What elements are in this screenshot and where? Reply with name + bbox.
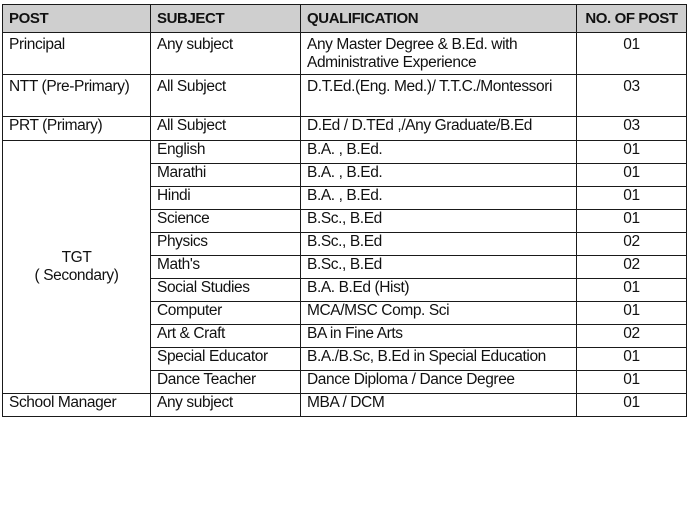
row-count: 03 (577, 117, 687, 141)
row-count: 02 (577, 325, 687, 348)
row-subject: Dance Teacher (151, 371, 301, 394)
row-post: PRT (Primary) (3, 117, 151, 141)
row-subject: Math's (151, 256, 301, 279)
row-qualification: MBA / DCM (301, 394, 577, 417)
row-subject: Social Studies (151, 279, 301, 302)
header-post: POST (3, 5, 151, 33)
row-post: NTT (Pre-Primary) (3, 75, 151, 117)
row-count: 01 (577, 394, 687, 417)
row-subject: All Subject (151, 117, 301, 141)
row-subject: Marathi (151, 164, 301, 187)
table-row (3, 75, 687, 117)
row-count: 01 (577, 302, 687, 325)
row-count: 01 (577, 371, 687, 394)
row-subject: Computer (151, 302, 301, 325)
tgt-post-subtitle: ( Secondary) (34, 267, 119, 284)
row-subject: English (151, 141, 301, 164)
row-qualification: B.A./B.Sc, B.Ed in Special Education (301, 348, 577, 371)
tgt-post-title: TGT (61, 249, 92, 266)
row-qualification: D.T.Ed.(Eng. Med.)/ T.T.C./Montessori (301, 75, 577, 117)
row-qualification: BA in Fine Arts (301, 325, 577, 348)
row-qualification: D.Ed / D.TEd ,/Any Graduate/B.Ed (301, 117, 577, 141)
row-subject: Any subject (151, 394, 301, 417)
row-subject: Physics (151, 233, 301, 256)
row-count: 01 (577, 210, 687, 233)
header-subject: SUBJECT (151, 5, 301, 33)
row-subject: Any subject (151, 33, 301, 75)
row-qualification: B.A. , B.Ed. (301, 164, 577, 187)
row-qualification: B.A. , B.Ed. (301, 141, 577, 164)
row-subject: Special Educator (151, 348, 301, 371)
row-count: 03 (577, 75, 687, 117)
table-row (3, 141, 687, 164)
row-count: 01 (577, 187, 687, 210)
row-qualification: B.Sc., B.Ed (301, 233, 577, 256)
table-row (3, 117, 687, 141)
row-qualification: B.Sc., B.Ed (301, 210, 577, 233)
row-qualification: B.A. B.Ed (Hist) (301, 279, 577, 302)
row-count: 02 (577, 256, 687, 279)
row-qualification: MCA/MSC Comp. Sci (301, 302, 577, 325)
row-count: 02 (577, 233, 687, 256)
row-subject: Hindi (151, 187, 301, 210)
table-row (3, 33, 687, 75)
row-qualification: Dance Diploma / Dance Degree (301, 371, 577, 394)
header-qualification: QUALIFICATION (301, 5, 577, 33)
row-qualification: B.A. , B.Ed. (301, 187, 577, 210)
row-subject: Art & Craft (151, 325, 301, 348)
row-qualification: B.Sc., B.Ed (301, 256, 577, 279)
row-post: School Manager (3, 394, 151, 417)
row-qualification: Any Master Degree & B.Ed. with Administrative Experience (301, 33, 577, 75)
row-post: Principal (3, 33, 151, 75)
row-subject: Science (151, 210, 301, 233)
row-count: 01 (577, 33, 687, 75)
row-count: 01 (577, 141, 687, 164)
row-count: 01 (577, 164, 687, 187)
header-no-of-post: NO. OF POST (577, 5, 687, 33)
row-subject: All Subject (151, 75, 301, 117)
tgt-post-cell (3, 141, 151, 394)
row-count: 01 (577, 348, 687, 371)
table-header-row (3, 5, 687, 33)
table-row (3, 394, 687, 417)
row-count: 01 (577, 279, 687, 302)
vacancy-table (2, 4, 687, 417)
